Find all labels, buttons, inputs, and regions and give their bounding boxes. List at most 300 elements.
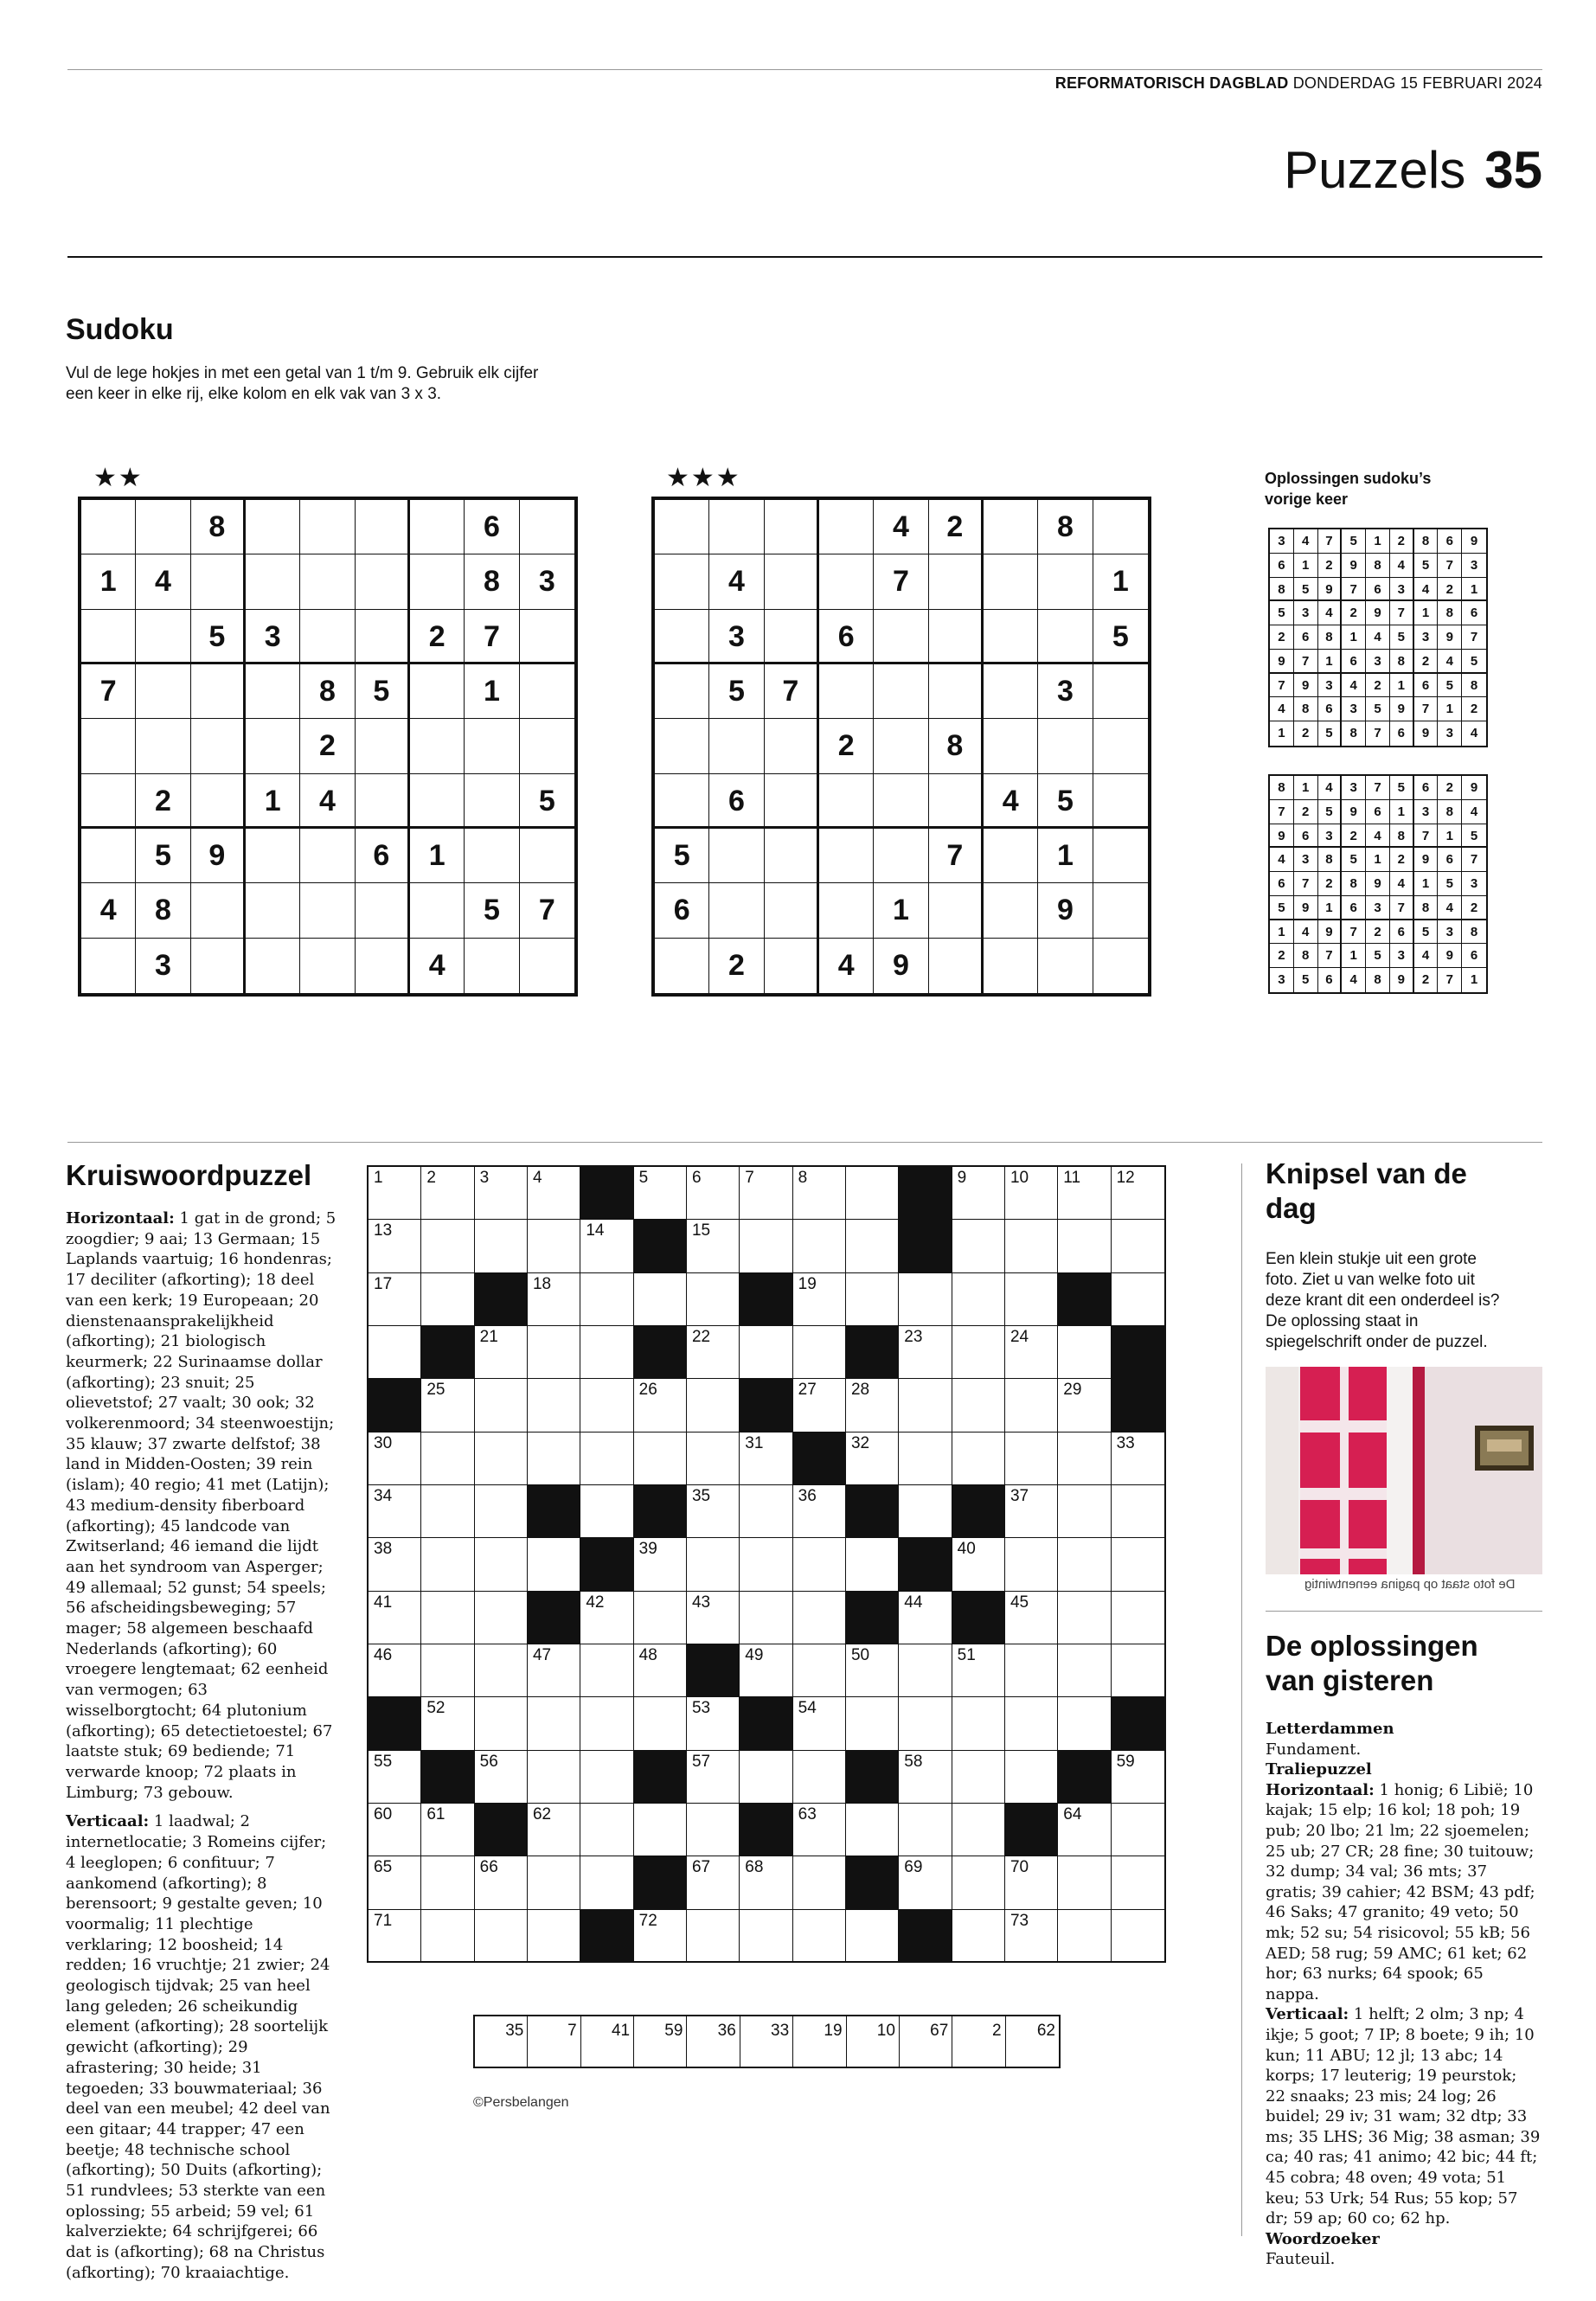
crossword-cell[interactable] (421, 1379, 474, 1432)
crossword-cell[interactable] (952, 1326, 1005, 1379)
sudoku-cell[interactable] (874, 610, 928, 664)
crossword-cell[interactable] (687, 1804, 740, 1856)
crossword-cell[interactable] (528, 1220, 580, 1272)
crossword-cell[interactable] (580, 1697, 633, 1750)
crossword-cell[interactable] (1005, 1644, 1058, 1697)
crossword-cell[interactable] (369, 1220, 421, 1272)
crossword-cell[interactable] (1058, 1433, 1111, 1485)
crossword-cell[interactable] (793, 1751, 846, 1804)
solution-box[interactable]: 10 (847, 2016, 900, 2067)
crossword-cell[interactable] (528, 1910, 580, 1963)
sudoku-cell[interactable]: 7 (465, 610, 519, 664)
sudoku-cell[interactable] (655, 554, 709, 609)
sudoku-cell[interactable]: 7 (929, 829, 984, 883)
crossword-cell[interactable] (793, 1273, 846, 1326)
solution-box[interactable]: 33 (740, 2016, 793, 2067)
sudoku-cell[interactable] (709, 500, 764, 554)
crossword-cell[interactable] (740, 1433, 792, 1485)
crossword-cell[interactable] (475, 1485, 528, 1538)
sudoku-cell[interactable]: 6 (356, 829, 410, 883)
crossword-cell[interactable] (580, 1326, 633, 1379)
sudoku-cell[interactable] (984, 883, 1038, 938)
crossword-cell[interactable] (687, 1856, 740, 1909)
sudoku-cell[interactable] (819, 774, 874, 829)
sudoku-cell[interactable]: 3 (1038, 664, 1093, 719)
sudoku-cell[interactable] (819, 829, 874, 883)
sudoku-cell[interactable] (356, 883, 410, 938)
sudoku-cell[interactable] (410, 554, 465, 609)
crossword-cell[interactable] (1112, 1804, 1164, 1856)
crossword-cell[interactable] (952, 1804, 1005, 1856)
sudoku-cell[interactable] (709, 829, 764, 883)
crossword-cell[interactable] (1058, 1167, 1111, 1220)
crossword-cell[interactable] (421, 1804, 474, 1856)
sudoku-cell[interactable]: 8 (300, 664, 355, 719)
sudoku-cell[interactable]: 4 (300, 774, 355, 829)
crossword-solution-row[interactable] (473, 2015, 1061, 2068)
crossword-cell[interactable] (740, 1751, 792, 1804)
solution-box[interactable]: 67 (900, 2016, 952, 2067)
crossword-cell[interactable] (846, 1220, 899, 1272)
crossword-cell[interactable] (1112, 1433, 1164, 1485)
crossword-cell[interactable] (793, 1538, 846, 1591)
sudoku-cell[interactable]: 8 (1038, 500, 1093, 554)
sudoku-cell[interactable] (709, 719, 764, 773)
crossword-cell[interactable] (899, 1644, 952, 1697)
crossword-cell[interactable] (421, 1538, 474, 1591)
crossword-cell[interactable] (634, 1592, 687, 1644)
sudoku-cell[interactable] (356, 500, 410, 554)
sudoku-cell[interactable] (819, 664, 874, 719)
crossword-cell[interactable] (475, 1592, 528, 1644)
crossword-cell[interactable] (952, 1856, 1005, 1909)
sudoku-cell[interactable] (984, 719, 1038, 773)
sudoku-cell[interactable] (520, 719, 574, 773)
sudoku-cell[interactable] (300, 500, 355, 554)
crossword-cell[interactable] (1112, 1167, 1164, 1220)
sudoku-cell[interactable] (1038, 939, 1093, 993)
crossword-cell[interactable] (528, 1804, 580, 1856)
crossword-cell[interactable] (580, 1644, 633, 1697)
sudoku-cell[interactable]: 6 (655, 883, 709, 938)
sudoku-cell[interactable] (1093, 500, 1148, 554)
crossword-cell[interactable] (421, 1167, 474, 1220)
sudoku-cell[interactable] (709, 883, 764, 938)
sudoku-cell[interactable] (81, 774, 136, 829)
sudoku-cell[interactable] (655, 939, 709, 993)
sudoku-cell[interactable]: 2 (410, 610, 465, 664)
sudoku-cell[interactable] (765, 774, 819, 829)
crossword-cell[interactable] (793, 1856, 846, 1909)
crossword-cell[interactable] (899, 1856, 952, 1909)
crossword-cell[interactable] (952, 1379, 1005, 1432)
sudoku-cell[interactable] (520, 939, 574, 993)
crossword-cell[interactable] (580, 1220, 633, 1272)
crossword-cell[interactable] (1058, 1379, 1111, 1432)
crossword-cell[interactable] (740, 1538, 792, 1591)
crossword-cell[interactable] (580, 1856, 633, 1909)
crossword-cell[interactable] (846, 1273, 899, 1326)
sudoku-cell[interactable]: 5 (1093, 610, 1148, 664)
crossword-cell[interactable] (475, 1644, 528, 1697)
crossword-cell[interactable] (475, 1856, 528, 1909)
sudoku-cell[interactable] (136, 500, 190, 554)
sudoku-cell[interactable]: 1 (81, 554, 136, 609)
crossword-cell[interactable] (369, 1644, 421, 1697)
crossword-cell[interactable] (687, 1538, 740, 1591)
crossword-cell[interactable] (369, 1167, 421, 1220)
solution-box[interactable]: 36 (687, 2016, 740, 2067)
crossword-cell[interactable] (475, 1326, 528, 1379)
sudoku-cell[interactable] (356, 774, 410, 829)
sudoku-cell[interactable] (984, 554, 1038, 609)
crossword-cell[interactable] (1005, 1326, 1058, 1379)
crossword-cell[interactable] (421, 1592, 474, 1644)
sudoku-cell[interactable] (1093, 664, 1148, 719)
crossword-cell[interactable] (1058, 1485, 1111, 1538)
crossword-cell[interactable] (952, 1167, 1005, 1220)
sudoku-cell[interactable] (765, 554, 819, 609)
crossword-cell[interactable] (899, 1697, 952, 1750)
sudoku-cell[interactable]: 2 (709, 939, 764, 993)
crossword-cell[interactable] (475, 1697, 528, 1750)
sudoku-cell[interactable]: 1 (1093, 554, 1148, 609)
crossword-cell[interactable] (687, 1220, 740, 1272)
sudoku-cell[interactable]: 1 (1038, 829, 1093, 883)
crossword-cell[interactable] (740, 1592, 792, 1644)
sudoku-cell[interactable]: 3 (520, 554, 574, 609)
sudoku-cell[interactable] (81, 719, 136, 773)
sudoku-cell[interactable] (984, 829, 1038, 883)
crossword-cell[interactable] (740, 1326, 792, 1379)
sudoku-cell[interactable]: 7 (81, 664, 136, 719)
sudoku-cell[interactable] (1093, 939, 1148, 993)
sudoku-cell[interactable]: 8 (191, 500, 246, 554)
sudoku-cell[interactable] (819, 554, 874, 609)
sudoku-cell[interactable]: 2 (929, 500, 984, 554)
sudoku-cell[interactable] (819, 500, 874, 554)
crossword-cell[interactable] (793, 1167, 846, 1220)
crossword-cell[interactable] (528, 1433, 580, 1485)
crossword-cell[interactable] (475, 1379, 528, 1432)
sudoku-cell[interactable] (246, 939, 300, 993)
sudoku-cell[interactable] (191, 719, 246, 773)
crossword-cell[interactable] (421, 1697, 474, 1750)
sudoku-cell[interactable] (655, 719, 709, 773)
crossword-cell[interactable] (475, 1910, 528, 1963)
sudoku-grid-2[interactable] (651, 497, 1151, 997)
crossword-cell[interactable] (846, 1538, 899, 1591)
sudoku-cell[interactable]: 5 (356, 664, 410, 719)
sudoku-cell[interactable] (191, 939, 246, 993)
sudoku-cell[interactable]: 4 (81, 883, 136, 938)
crossword-cell[interactable] (687, 1910, 740, 1963)
crossword-cell[interactable] (634, 1273, 687, 1326)
crossword-cell[interactable] (634, 1644, 687, 1697)
crossword-cell[interactable] (421, 1485, 474, 1538)
crossword-cell[interactable] (369, 1273, 421, 1326)
sudoku-cell[interactable] (300, 829, 355, 883)
crossword-cell[interactable] (1005, 1433, 1058, 1485)
sudoku-cell[interactable] (246, 719, 300, 773)
sudoku-cell[interactable] (410, 500, 465, 554)
sudoku-cell[interactable] (300, 939, 355, 993)
crossword-cell[interactable] (634, 1538, 687, 1591)
crossword-cell[interactable] (1112, 1644, 1164, 1697)
crossword-cell[interactable] (687, 1592, 740, 1644)
sudoku-cell[interactable] (1093, 883, 1148, 938)
crossword-cell[interactable] (1112, 1220, 1164, 1272)
sudoku-cell[interactable] (300, 883, 355, 938)
crossword-cell[interactable] (1005, 1379, 1058, 1432)
sudoku-cell[interactable] (929, 554, 984, 609)
sudoku-cell[interactable] (81, 610, 136, 664)
sudoku-cell[interactable] (465, 719, 519, 773)
sudoku-cell[interactable]: 4 (984, 774, 1038, 829)
sudoku-cell[interactable] (356, 610, 410, 664)
sudoku-cell[interactable] (465, 939, 519, 993)
crossword-cell[interactable] (846, 1644, 899, 1697)
crossword-cell[interactable] (1058, 1592, 1111, 1644)
sudoku-cell[interactable]: 9 (1038, 883, 1093, 938)
sudoku-cell[interactable] (465, 774, 519, 829)
sudoku-cell[interactable] (655, 664, 709, 719)
sudoku-cell[interactable]: 8 (929, 719, 984, 773)
crossword-cell[interactable] (1058, 1804, 1111, 1856)
crossword-cell[interactable] (369, 1804, 421, 1856)
crossword-cell[interactable] (1005, 1910, 1058, 1963)
sudoku-cell[interactable] (984, 610, 1038, 664)
sudoku-cell[interactable] (765, 829, 819, 883)
crossword-cell[interactable] (899, 1433, 952, 1485)
sudoku-cell[interactable]: 5 (520, 774, 574, 829)
crossword-cell[interactable] (528, 1751, 580, 1804)
crossword-cell[interactable] (899, 1485, 952, 1538)
sudoku-cell[interactable] (929, 883, 984, 938)
sudoku-cell[interactable] (191, 554, 246, 609)
crossword-cell[interactable] (421, 1433, 474, 1485)
crossword-cell[interactable] (1112, 1485, 1164, 1538)
crossword-cell[interactable] (528, 1379, 580, 1432)
sudoku-cell[interactable]: 8 (136, 883, 190, 938)
sudoku-cell[interactable] (929, 774, 984, 829)
crossword-cell[interactable] (846, 1697, 899, 1750)
crossword-cell[interactable] (687, 1751, 740, 1804)
sudoku-cell[interactable]: 1 (874, 883, 928, 938)
sudoku-cell[interactable]: 7 (520, 883, 574, 938)
sudoku-cell[interactable] (520, 500, 574, 554)
sudoku-cell[interactable]: 5 (465, 883, 519, 938)
sudoku-cell[interactable]: 8 (465, 554, 519, 609)
crossword-cell[interactable] (1058, 1856, 1111, 1909)
sudoku-cell[interactable] (765, 610, 819, 664)
crossword-cell[interactable] (1058, 1697, 1111, 1750)
sudoku-cell[interactable]: 6 (709, 774, 764, 829)
sudoku-cell[interactable]: 5 (709, 664, 764, 719)
crossword-cell[interactable] (1112, 1538, 1164, 1591)
crossword-cell[interactable] (846, 1433, 899, 1485)
sudoku-cell[interactable] (874, 664, 928, 719)
crossword-cell[interactable] (475, 1538, 528, 1591)
crossword-cell[interactable] (1005, 1697, 1058, 1750)
sudoku-cell[interactable] (874, 719, 928, 773)
crossword-cell[interactable] (528, 1273, 580, 1326)
sudoku-cell[interactable] (191, 883, 246, 938)
sudoku-cell[interactable] (765, 719, 819, 773)
crossword-grid[interactable] (367, 1165, 1166, 1963)
sudoku-cell[interactable] (465, 829, 519, 883)
sudoku-cell[interactable] (191, 664, 246, 719)
crossword-cell[interactable] (475, 1751, 528, 1804)
sudoku-grid-1[interactable] (78, 497, 578, 997)
sudoku-cell[interactable]: 6 (465, 500, 519, 554)
crossword-cell[interactable] (634, 1167, 687, 1220)
sudoku-cell[interactable] (655, 774, 709, 829)
sudoku-cell[interactable]: 2 (819, 719, 874, 773)
crossword-cell[interactable] (369, 1751, 421, 1804)
crossword-cell[interactable] (1112, 1856, 1164, 1909)
crossword-cell[interactable] (793, 1644, 846, 1697)
solution-box[interactable]: 62 (1036, 2022, 1055, 2040)
sudoku-cell[interactable] (410, 664, 465, 719)
crossword-cell[interactable] (1005, 1485, 1058, 1538)
sudoku-cell[interactable]: 2 (300, 719, 355, 773)
crossword-cell[interactable] (793, 1220, 846, 1272)
crossword-cell[interactable] (1005, 1751, 1058, 1804)
crossword-cell[interactable] (1112, 1910, 1164, 1963)
sudoku-cell[interactable]: 4 (819, 939, 874, 993)
sudoku-cell[interactable] (984, 664, 1038, 719)
crossword-cell[interactable] (846, 1804, 899, 1856)
crossword-cell[interactable] (899, 1379, 952, 1432)
crossword-cell[interactable] (634, 1379, 687, 1432)
solution-box[interactable]: 2 (952, 2016, 1005, 2067)
crossword-cell[interactable] (421, 1273, 474, 1326)
solution-box[interactable]: 41 (581, 2016, 634, 2067)
sudoku-cell[interactable]: 4 (136, 554, 190, 609)
crossword-cell[interactable] (1058, 1326, 1111, 1379)
sudoku-cell[interactable] (81, 829, 136, 883)
sudoku-cell[interactable] (81, 939, 136, 993)
sudoku-cell[interactable] (356, 719, 410, 773)
crossword-cell[interactable] (740, 1485, 792, 1538)
sudoku-cell[interactable]: 7 (765, 664, 819, 719)
crossword-cell[interactable] (899, 1592, 952, 1644)
crossword-cell[interactable] (740, 1167, 792, 1220)
sudoku-cell[interactable] (929, 610, 984, 664)
crossword-cell[interactable] (580, 1592, 633, 1644)
crossword-cell[interactable] (793, 1910, 846, 1963)
sudoku-cell[interactable] (1038, 554, 1093, 609)
sudoku-cell[interactable] (765, 500, 819, 554)
sudoku-cell[interactable]: 5 (191, 610, 246, 664)
solution-box[interactable]: 35 (475, 2016, 528, 2067)
crossword-cell[interactable] (1112, 1592, 1164, 1644)
crossword-cell[interactable] (687, 1433, 740, 1485)
crossword-cell[interactable] (580, 1379, 633, 1432)
crossword-cell[interactable] (952, 1751, 1005, 1804)
crossword-cell[interactable] (1058, 1538, 1111, 1591)
sudoku-cell[interactable]: 1 (246, 774, 300, 829)
crossword-cell[interactable] (687, 1697, 740, 1750)
crossword-cell[interactable] (793, 1485, 846, 1538)
sudoku-cell[interactable] (1093, 719, 1148, 773)
sudoku-cell[interactable] (81, 500, 136, 554)
sudoku-cell[interactable] (520, 610, 574, 664)
crossword-cell[interactable] (687, 1167, 740, 1220)
crossword-cell[interactable] (475, 1220, 528, 1272)
sudoku-cell[interactable]: 4 (874, 500, 928, 554)
sudoku-cell[interactable]: 4 (410, 939, 465, 993)
sudoku-cell[interactable] (984, 939, 1038, 993)
crossword-cell[interactable] (1058, 1644, 1111, 1697)
crossword-cell[interactable] (952, 1644, 1005, 1697)
crossword-cell[interactable] (528, 1644, 580, 1697)
crossword-cell[interactable] (793, 1592, 846, 1644)
crossword-cell[interactable] (687, 1379, 740, 1432)
sudoku-cell[interactable] (246, 664, 300, 719)
solution-box[interactable]: 7 (528, 2016, 580, 2067)
crossword-cell[interactable] (580, 1804, 633, 1856)
crossword-cell[interactable] (846, 1379, 899, 1432)
crossword-cell[interactable] (793, 1804, 846, 1856)
crossword-cell[interactable] (528, 1538, 580, 1591)
crossword-cell[interactable] (369, 1856, 421, 1909)
crossword-cell[interactable] (580, 1273, 633, 1326)
crossword-cell[interactable] (369, 1592, 421, 1644)
crossword-cell[interactable] (740, 1220, 792, 1272)
crossword-cell[interactable] (528, 1167, 580, 1220)
crossword-cell[interactable] (740, 1910, 792, 1963)
sudoku-cell[interactable] (1038, 719, 1093, 773)
sudoku-cell[interactable] (655, 500, 709, 554)
sudoku-cell[interactable] (520, 829, 574, 883)
sudoku-cell[interactable] (1093, 829, 1148, 883)
sudoku-cell[interactable]: 2 (136, 774, 190, 829)
crossword-cell[interactable] (899, 1751, 952, 1804)
sudoku-cell[interactable] (410, 719, 465, 773)
sudoku-cell[interactable] (874, 774, 928, 829)
crossword-cell[interactable] (952, 1910, 1005, 1963)
sudoku-cell[interactable] (520, 664, 574, 719)
sudoku-cell[interactable] (300, 610, 355, 664)
sudoku-cell[interactable] (410, 774, 465, 829)
crossword-cell[interactable] (580, 1433, 633, 1485)
crossword-cell[interactable] (793, 1326, 846, 1379)
solution-box[interactable]: 19 (793, 2016, 846, 2067)
sudoku-cell[interactable]: 3 (246, 610, 300, 664)
sudoku-cell[interactable] (410, 883, 465, 938)
sudoku-cell[interactable] (819, 883, 874, 938)
crossword-cell[interactable] (1005, 1167, 1058, 1220)
crossword-cell[interactable] (421, 1644, 474, 1697)
sudoku-cell[interactable]: 7 (874, 554, 928, 609)
crossword-cell[interactable] (1005, 1273, 1058, 1326)
sudoku-cell[interactable] (136, 719, 190, 773)
sudoku-cell[interactable] (246, 500, 300, 554)
solution-box[interactable]: 59 (634, 2016, 687, 2067)
sudoku-cell[interactable] (136, 664, 190, 719)
sudoku-cell[interactable] (300, 554, 355, 609)
sudoku-cell[interactable]: 5 (1038, 774, 1093, 829)
crossword-cell[interactable] (687, 1326, 740, 1379)
sudoku-cell[interactable]: 5 (655, 829, 709, 883)
sudoku-cell[interactable] (246, 829, 300, 883)
sudoku-cell[interactable]: 3 (709, 610, 764, 664)
crossword-cell[interactable] (528, 1697, 580, 1750)
crossword-cell[interactable] (952, 1273, 1005, 1326)
crossword-cell[interactable] (1058, 1910, 1111, 1963)
